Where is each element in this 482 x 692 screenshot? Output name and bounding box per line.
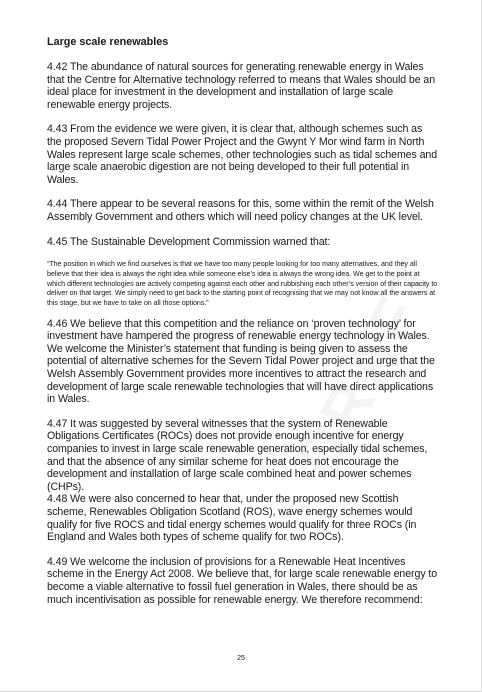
page-content <box>47 36 439 618</box>
paragraph-4-46: 4.46 We believe that this competition and the reliance on ‘proven technology’ for investment have hampered the progress of renewable energy technology in Wales. We welcome the Minister’s statement that funding is being given to assess the potential of alternative schemes for the Severn Tidal Power project and urge that the Welsh Assembly Government provides more incentives to attract the research and development of large scale renewable technologies that will have direct applications in Wales. <box>47 317 435 406</box>
paragraph-4-43: 4.43 From the evidence we were given, it is clear that, although schemes such as the proposed Severn Tidal Power Project and the Gwynt Y Mor wind farm in North Wales represent large scale schemes, other technologies such as tidal schemes and large scale anaerobic digestion are not being developed to their full potential in Wales. <box>47 123 438 186</box>
paragraph-4-42: 4.42 The abundance of natural sources for generating renewable energy in Wales that the Centre for Alternative technology referred to means that Wales should be an ideal place for investment in the development and installation of large scale renewable energy projects. <box>47 61 436 111</box>
paragraph-4-47: 4.47 It was suggested by several witnesses that the system of Renewable Obligations Certificates (ROCs) does not provide enough incentive for energy companies to invest in large scale renewable generation, especially tidal schemes, and that the absence of any similar scheme for heat does not encourage the development and installation of large scale combined heat and power schemes (CHPs). <box>47 417 428 493</box>
section-heading: Large scale renewables <box>47 36 169 48</box>
paragraph-4-44: 4.44 There appear to be several reasons for this, some within the remit of the Welsh Assembly Government and others which will need policy changes at the UK level. <box>47 198 434 223</box>
commission-quote: “The position in which we find ourselves is that we have too many people looking for too many alternatives, and they all believe that their idea is always the right idea while someone else’s idea is always the wrong idea. We get to the point at which different technologies are actively competing against each other and rubbishing each other’s version of their capacity to deliver on that target. We simply need to get back to the starting point of recognising that we may not know all the answers at this stage, but we have to take on all those options.” <box>47 260 438 307</box>
page-number: 25 <box>237 655 245 662</box>
paragraph-4-45: 4.45 The Sustainable Development Commission warned that: <box>47 235 331 248</box>
paragraph-4-49: 4.49 We welcome the inclusion of provisions for a Renewable Heat Incentives scheme in the Energy Act 2008. We believe that, for large scale renewable energy to become a viable alternative to fossil fuel generation in Wales, there should be as much incentivisation as possible for renewable energy. We therefore recommend: <box>47 555 438 606</box>
paragraph-4-48: 4.48 We were also concerned to hear that, under the proposed new Scottish scheme, Renewables Obligation Scotland (ROS), wave energy schemes would qualify for five ROCS and tidal energy schemes would qualify for three ROCs (in England and Wales both types of scheme qualify for two ROCs). <box>47 493 417 544</box>
